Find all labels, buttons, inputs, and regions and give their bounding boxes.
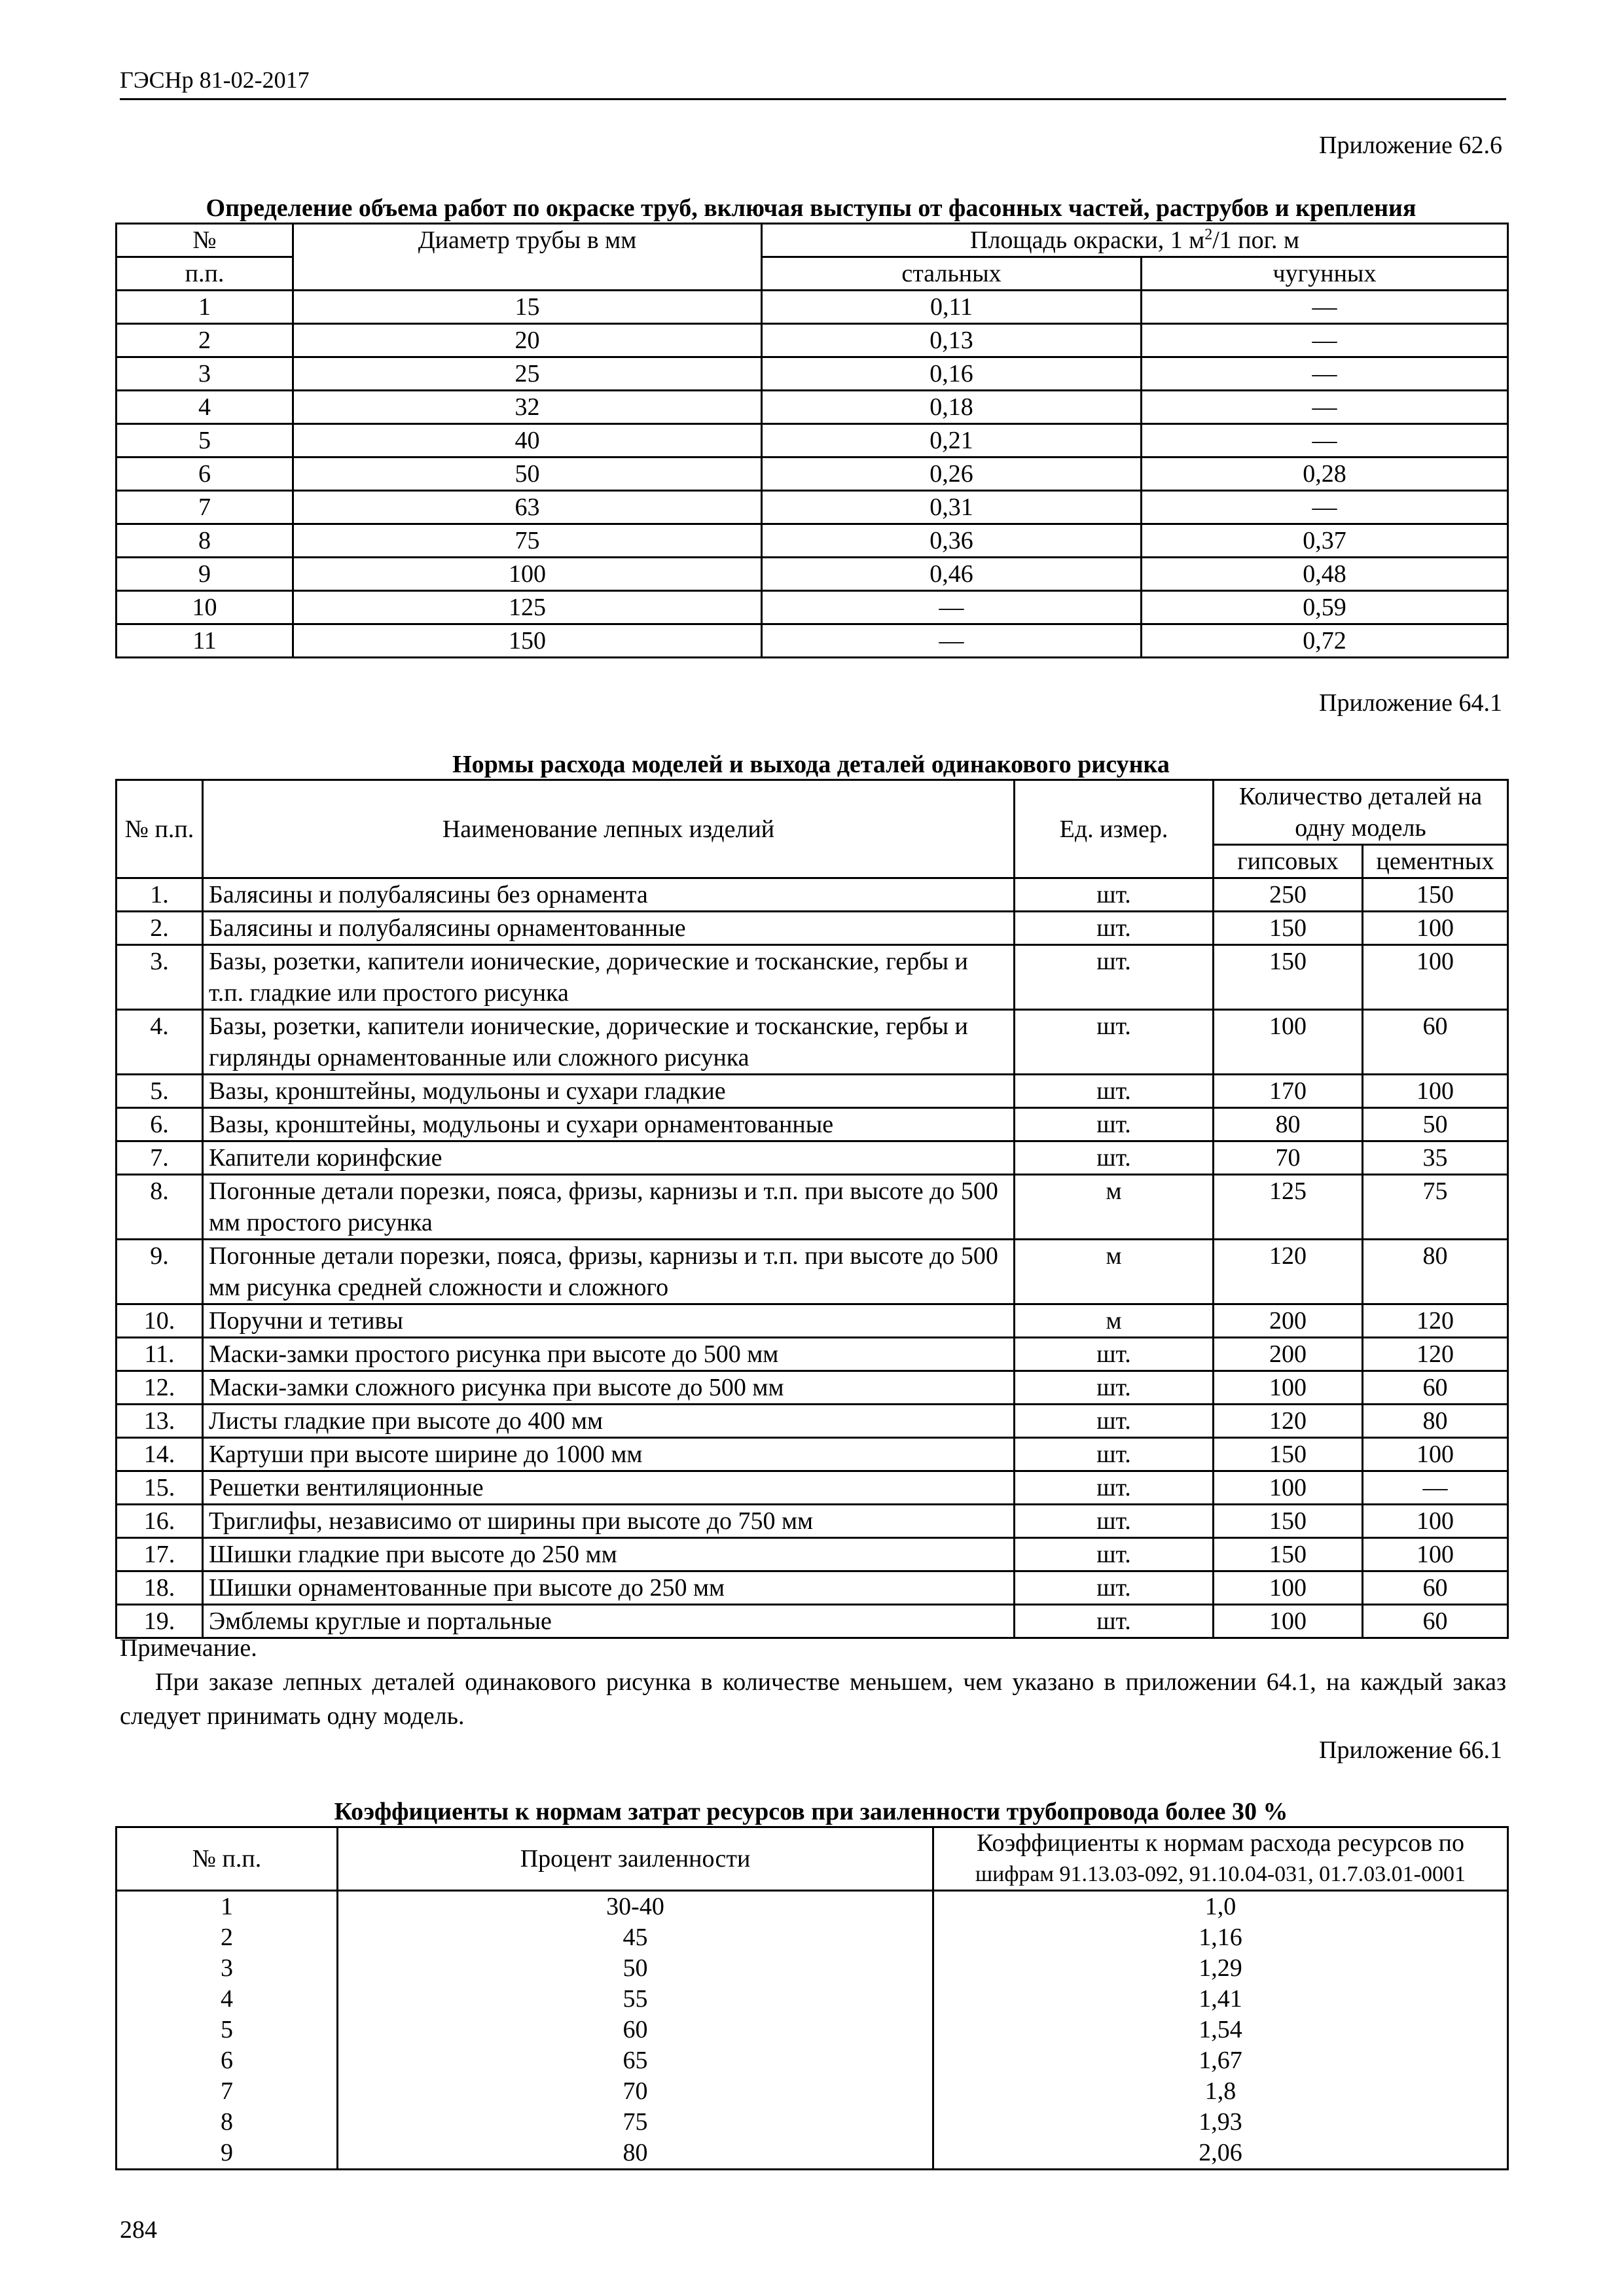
col-item-name: Наименование лепных изделий xyxy=(203,780,1015,878)
cell-num: 14. xyxy=(117,1438,203,1471)
table-row xyxy=(117,2076,1508,2107)
cell-num: 4 xyxy=(117,391,293,424)
cell-num: 11 xyxy=(117,624,293,658)
cell-cast-iron: 0,59 xyxy=(1142,591,1508,624)
cell-num: 17. xyxy=(117,1538,203,1571)
cell-num: 16. xyxy=(117,1505,203,1538)
cell-cement: — xyxy=(1363,1471,1508,1505)
col-num: № п.п. xyxy=(117,780,203,878)
cell-cast-iron: 0,48 xyxy=(1142,558,1508,591)
cell-item-name: Маски-замки простого рисунка при высоте до 500 мм xyxy=(203,1338,1015,1371)
table-row xyxy=(117,1438,1508,1471)
cell-num: 18. xyxy=(117,1571,203,1605)
table-row xyxy=(117,2015,1508,2045)
cell-cast-iron: 0,37 xyxy=(1142,524,1508,558)
cell-steel: — xyxy=(762,624,1142,658)
table-row xyxy=(117,2045,1508,2076)
cell-steel: 0,26 xyxy=(762,457,1142,491)
cell-num: 2. xyxy=(117,912,203,945)
cell-coefficient: 1,8 xyxy=(933,2076,1508,2107)
cell-cast-iron: — xyxy=(1142,491,1508,524)
cell-num: 6. xyxy=(117,1108,203,1141)
cell-item-name: Маски-замки сложного рисунка при высоте до 500 мм xyxy=(203,1371,1015,1405)
cell-silting-percent: 50 xyxy=(338,1953,933,1984)
table-row xyxy=(117,1922,1508,1953)
table-row xyxy=(117,1010,1508,1075)
table-row xyxy=(117,591,1508,624)
col-num: № п.п. xyxy=(117,1827,338,1891)
cell-item-name: Триглифы, независимо от ширины при высоте до 750 мм xyxy=(203,1505,1015,1538)
cell-cement: 60 xyxy=(1363,1371,1508,1405)
cell-cast-iron: — xyxy=(1142,357,1508,391)
table-row xyxy=(117,1953,1508,1984)
table-row xyxy=(117,1471,1508,1505)
cell-cement: 120 xyxy=(1363,1304,1508,1338)
cell-diameter: 63 xyxy=(293,491,762,524)
cell-steel: 0,18 xyxy=(762,391,1142,424)
cell-unit: шт. xyxy=(1015,1075,1214,1108)
cell-num: 15. xyxy=(117,1471,203,1505)
cell-coefficient: 1,16 xyxy=(933,1922,1508,1953)
cell-silting-percent: 70 xyxy=(338,2076,933,2107)
cell-coefficient: 1,29 xyxy=(933,1953,1508,1984)
cell-gypsum: 125 xyxy=(1214,1175,1363,1240)
cell-steel: — xyxy=(762,591,1142,624)
cell-unit: шт. xyxy=(1015,1405,1214,1438)
appendix-66-1: Приложение 66.1 xyxy=(1319,1736,1502,1764)
cell-cement: 60 xyxy=(1363,1010,1508,1075)
table-row xyxy=(117,1108,1508,1141)
cell-cast-iron: — xyxy=(1142,424,1508,457)
table-row xyxy=(117,912,1508,945)
table-row xyxy=(117,357,1508,391)
col-area: Площадь окраски, 1 $м^2/1$ пог. м xyxy=(762,224,1508,257)
cell-num: 19. xyxy=(117,1605,203,1638)
cell-unit: шт. xyxy=(1015,1010,1214,1075)
cell-coefficient: 1,67 xyxy=(933,2045,1508,2076)
cell-num: 4 xyxy=(117,1984,338,2015)
cell-num: 8. xyxy=(117,1175,203,1240)
cell-unit: шт. xyxy=(1015,945,1214,1010)
cell-num: 10. xyxy=(117,1304,203,1338)
table-row xyxy=(117,1405,1508,1438)
cell-cement: 60 xyxy=(1363,1571,1508,1605)
cell-num: 13. xyxy=(117,1405,203,1438)
cell-cement: 60 xyxy=(1363,1605,1508,1638)
cell-cement: 80 xyxy=(1363,1240,1508,1304)
table-row xyxy=(117,1984,1508,2015)
table-row xyxy=(117,324,1508,357)
cell-gypsum: 100 xyxy=(1214,1010,1363,1075)
cell-cement: 80 xyxy=(1363,1405,1508,1438)
table-row xyxy=(117,457,1508,491)
col-steel: стальных xyxy=(762,257,1142,291)
cell-cement: 120 xyxy=(1363,1338,1508,1371)
table-row xyxy=(117,1141,1508,1175)
cell-silting-percent: 65 xyxy=(338,2045,933,2076)
table-row xyxy=(117,524,1508,558)
col-coefficient: Коэффициенты к нормам расхода ресурсов по шифрам 91.13.03-092, 91.10.04-031, 01.7.03.01-0001 xyxy=(933,1827,1508,1891)
table-row xyxy=(117,1304,1508,1338)
cell-unit: м xyxy=(1015,1304,1214,1338)
cell-diameter: 20 xyxy=(293,324,762,357)
cell-unit: шт. xyxy=(1015,1471,1214,1505)
cell-num: 7 xyxy=(117,491,293,524)
cell-gypsum: 100 xyxy=(1214,1471,1363,1505)
cell-silting-percent: 30-40 xyxy=(338,1891,933,1923)
cell-num: 5 xyxy=(117,2015,338,2045)
table-row xyxy=(117,1075,1508,1108)
table-row xyxy=(117,1505,1508,1538)
cell-coefficient: 2,06 xyxy=(933,2138,1508,2170)
cell-cement: 100 xyxy=(1363,1075,1508,1108)
cell-num: 6 xyxy=(117,2045,338,2076)
cell-item-name: Погонные детали порезки, пояса, фризы, карнизы и т.п. при высоте до 500 мм рисунка средней сложности и сложного xyxy=(203,1240,1015,1304)
cell-unit: шт. xyxy=(1015,1438,1214,1471)
cell-item-name: Поручни и тетивы xyxy=(203,1304,1015,1338)
cell-num: 1 xyxy=(117,291,293,324)
cell-unit: шт. xyxy=(1015,912,1214,945)
table2-title: Нормы расхода моделей и выхода деталей одинакового рисунка xyxy=(452,751,1170,778)
table-row xyxy=(117,2107,1508,2138)
cell-diameter: 32 xyxy=(293,391,762,424)
table-row xyxy=(117,1338,1508,1371)
cell-gypsum: 100 xyxy=(1214,1371,1363,1405)
cell-gypsum: 150 xyxy=(1214,1538,1363,1571)
cell-diameter: 125 xyxy=(293,591,762,624)
table-row xyxy=(117,1240,1508,1304)
cell-gypsum: 100 xyxy=(1214,1605,1363,1638)
appendix-62-6: Приложение 62.6 xyxy=(1319,132,1502,159)
cell-num: 1 xyxy=(117,1891,338,1923)
table-row xyxy=(117,491,1508,524)
col-diameter: Диаметр трубы в мм xyxy=(293,224,762,291)
cell-unit: шт. xyxy=(1015,878,1214,912)
table-row xyxy=(117,1571,1508,1605)
cell-diameter: 75 xyxy=(293,524,762,558)
cell-gypsum: 70 xyxy=(1214,1141,1363,1175)
cell-num: 4. xyxy=(117,1010,203,1075)
table-row xyxy=(117,1891,1508,1923)
cell-num: 1. xyxy=(117,878,203,912)
cell-item-name: Балясины и полубалясины орнаментованные xyxy=(203,912,1015,945)
cell-steel: 0,21 xyxy=(762,424,1142,457)
note-text: При заказе лепных деталей одинакового рисунка в количестве меньшем, чем указано в приложении 64.1, на каждый заказ следует принимать одну модель. xyxy=(120,1668,1506,1730)
cell-gypsum: 250 xyxy=(1214,878,1363,912)
cell-num: 9. xyxy=(117,1240,203,1304)
cell-diameter: 25 xyxy=(293,357,762,391)
col-silting-percent: Процент заиленности xyxy=(338,1827,933,1891)
cell-item-name: Шишки гладкие при высоте до 250 мм xyxy=(203,1538,1015,1571)
cell-cement: 100 xyxy=(1363,912,1508,945)
cell-diameter: 15 xyxy=(293,291,762,324)
cell-gypsum: 200 xyxy=(1214,1304,1363,1338)
cell-gypsum: 150 xyxy=(1214,1438,1363,1471)
cell-coefficient: 1,41 xyxy=(933,1984,1508,2015)
cell-cement: 100 xyxy=(1363,1505,1508,1538)
table2-note xyxy=(120,1631,1506,1733)
cell-unit: шт. xyxy=(1015,1371,1214,1405)
table3-title: Коэффициенты к нормам затрат ресурсов при заиленности трубопровода более 30 % xyxy=(334,1798,1288,1825)
cell-cast-iron: — xyxy=(1142,324,1508,357)
cell-unit: м xyxy=(1015,1240,1214,1304)
cell-cement: 100 xyxy=(1363,1538,1508,1571)
cell-cement: 35 xyxy=(1363,1141,1508,1175)
cell-silting-percent: 60 xyxy=(338,2015,933,2045)
table-row xyxy=(117,1538,1508,1571)
cell-steel: 0,31 xyxy=(762,491,1142,524)
cell-unit: шт. xyxy=(1015,1141,1214,1175)
cell-coefficient: 1,0 xyxy=(933,1891,1508,1923)
cell-steel: 0,13 xyxy=(762,324,1142,357)
cell-item-name: Базы, розетки, капители ионические, дорические и тосканские, гербы и гирлянды орнаментованные или сложного рисунка xyxy=(203,1010,1015,1075)
cell-gypsum: 120 xyxy=(1214,1405,1363,1438)
col-quantity: Количество деталей на одну модель xyxy=(1214,780,1508,845)
table1-title: Определение объема работ по окраске труб, включая выступы от фасонных частей, раструбов и крепления xyxy=(206,194,1416,222)
cell-num: 11. xyxy=(117,1338,203,1371)
note-title: Примечание. xyxy=(120,1634,257,1662)
page-number: 284 xyxy=(120,2216,157,2244)
cell-num: 2 xyxy=(117,1922,338,1953)
cell-diameter: 100 xyxy=(293,558,762,591)
cell-silting-percent: 80 xyxy=(338,2138,933,2170)
table-row xyxy=(117,878,1508,912)
cell-steel: 0,16 xyxy=(762,357,1142,391)
cell-item-name: Эмблемы круглые и портальные xyxy=(203,1605,1015,1638)
cell-num: 8 xyxy=(117,524,293,558)
cell-cement: 100 xyxy=(1363,1438,1508,1471)
cell-silting-percent: 45 xyxy=(338,1922,933,1953)
cell-unit: шт. xyxy=(1015,1571,1214,1605)
cell-coefficient: 1,54 xyxy=(933,2015,1508,2045)
cell-cast-iron: 0,28 xyxy=(1142,457,1508,491)
moulding-norms-table xyxy=(115,779,1509,1639)
cell-steel: 0,11 xyxy=(762,291,1142,324)
table-row xyxy=(117,291,1508,324)
cell-gypsum: 170 xyxy=(1214,1075,1363,1108)
cell-unit: шт. xyxy=(1015,1505,1214,1538)
cell-cast-iron: — xyxy=(1142,291,1508,324)
cell-item-name: Картуши при высоте ширине до 1000 мм xyxy=(203,1438,1015,1471)
cell-gypsum: 150 xyxy=(1214,945,1363,1010)
cell-item-name: Вазы, кронштейны, модульоны и сухари гладкие xyxy=(203,1075,1015,1108)
table-row xyxy=(117,424,1508,457)
cell-cast-iron: 0,72 xyxy=(1142,624,1508,658)
cell-unit: м xyxy=(1015,1175,1214,1240)
cell-coefficient: 1,93 xyxy=(933,2107,1508,2138)
cell-gypsum: 100 xyxy=(1214,1571,1363,1605)
cell-item-name: Балясины и полубалясины без орнамента xyxy=(203,878,1015,912)
cell-cement: 75 xyxy=(1363,1175,1508,1240)
cell-num: 5 xyxy=(117,424,293,457)
cell-unit: шт. xyxy=(1015,1605,1214,1638)
cell-num: 7 xyxy=(117,2076,338,2107)
col-unit: Ед. измер. xyxy=(1015,780,1214,878)
cell-steel: 0,36 xyxy=(762,524,1142,558)
cell-gypsum: 120 xyxy=(1214,1240,1363,1304)
col-cement: цементных xyxy=(1363,845,1508,878)
cell-item-name: Капители коринфские xyxy=(203,1141,1015,1175)
cell-item-name: Вазы, кронштейны, модульоны и сухари орнаментованные xyxy=(203,1108,1015,1141)
cell-cement: 150 xyxy=(1363,878,1508,912)
cell-gypsum: 80 xyxy=(1214,1108,1363,1141)
cell-diameter: 150 xyxy=(293,624,762,658)
cell-diameter: 50 xyxy=(293,457,762,491)
cell-num: 3 xyxy=(117,1953,338,1984)
cell-item-name: Погонные детали порезки, пояса, фризы, карнизы и т.п. при высоте до 500 мм простого рисунка xyxy=(203,1175,1015,1240)
cell-item-name: Базы, розетки, капители ионические, дорические и тосканские, гербы и т.п. гладкие или простого рисунка xyxy=(203,945,1015,1010)
col-num-line2: п.п. xyxy=(117,257,293,291)
cell-unit: шт. xyxy=(1015,1538,1214,1571)
silting-coefficients-table xyxy=(115,1826,1509,2170)
cell-num: 8 xyxy=(117,2107,338,2138)
cell-num: 3 xyxy=(117,357,293,391)
col-gypsum: гипсовых xyxy=(1214,845,1363,878)
cell-cement: 100 xyxy=(1363,945,1508,1010)
cell-unit: шт. xyxy=(1015,1108,1214,1141)
table-row xyxy=(117,945,1508,1010)
cell-num: 12. xyxy=(117,1371,203,1405)
cell-diameter: 40 xyxy=(293,424,762,457)
col-num-line1: № xyxy=(117,224,293,257)
cell-num: 9 xyxy=(117,2138,338,2170)
cell-num: 3. xyxy=(117,945,203,1010)
cell-gypsum: 150 xyxy=(1214,912,1363,945)
cell-num: 2 xyxy=(117,324,293,357)
cell-unit: шт. xyxy=(1015,1338,1214,1371)
pipe-painting-table xyxy=(115,223,1509,658)
table-row xyxy=(117,1175,1508,1240)
col-cast-iron: чугунных xyxy=(1142,257,1508,291)
cell-steel: 0,46 xyxy=(762,558,1142,591)
cell-item-name: Шишки орнаментованные при высоте до 250 мм xyxy=(203,1571,1015,1605)
table-row xyxy=(117,2138,1508,2170)
table-row xyxy=(117,558,1508,591)
cell-cast-iron: — xyxy=(1142,391,1508,424)
table-row xyxy=(117,624,1508,658)
cell-item-name: Листы гладкие при высоте до 400 мм xyxy=(203,1405,1015,1438)
doc-code: ГЭСНр 81-02-2017 xyxy=(120,67,310,93)
cell-item-name: Решетки вентиляционные xyxy=(203,1471,1015,1505)
cell-cement: 50 xyxy=(1363,1108,1508,1141)
cell-silting-percent: 75 xyxy=(338,2107,933,2138)
cell-silting-percent: 55 xyxy=(338,1984,933,2015)
cell-num: 5. xyxy=(117,1075,203,1108)
cell-num: 9 xyxy=(117,558,293,591)
cell-gypsum: 150 xyxy=(1214,1505,1363,1538)
table-row xyxy=(117,391,1508,424)
cell-num: 10 xyxy=(117,591,293,624)
page-header xyxy=(120,65,1506,100)
cell-num: 6 xyxy=(117,457,293,491)
table-row xyxy=(117,1371,1508,1405)
appendix-64-1: Приложение 64.1 xyxy=(1319,689,1502,717)
cell-gypsum: 200 xyxy=(1214,1338,1363,1371)
cell-num: 7. xyxy=(117,1141,203,1175)
